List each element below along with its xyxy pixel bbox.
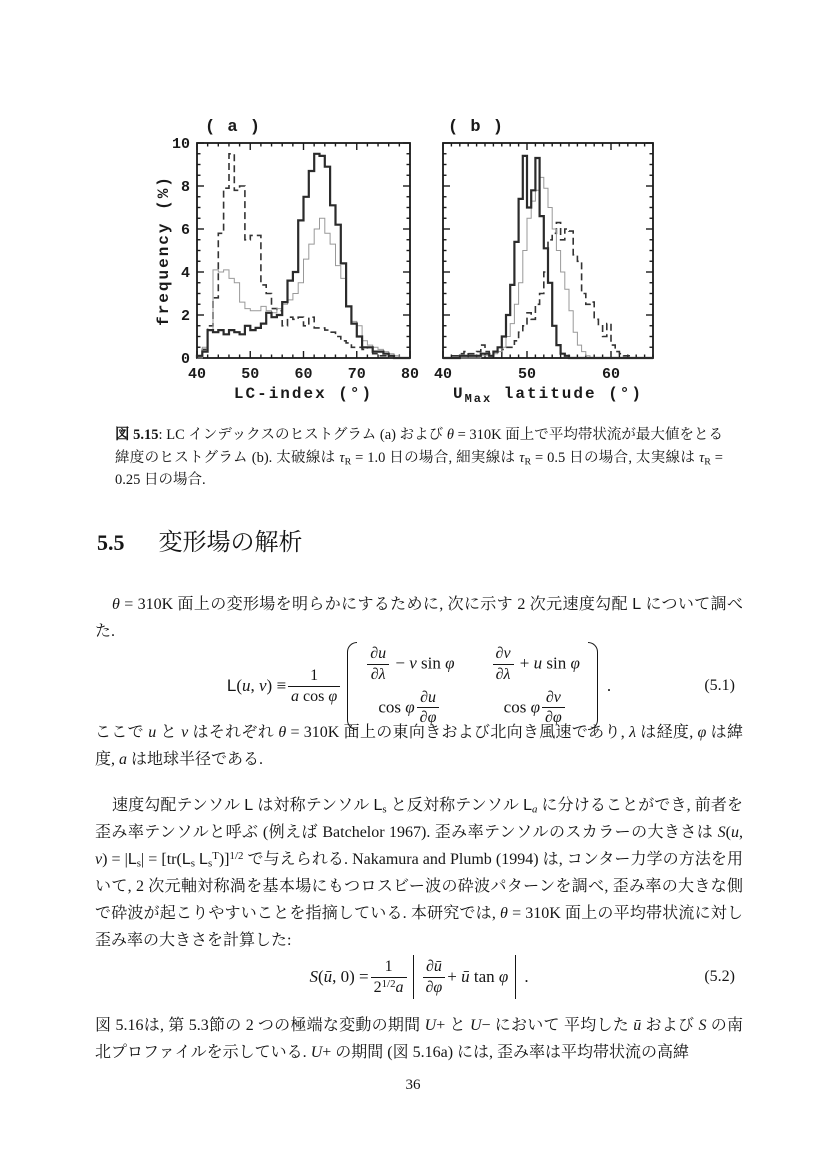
section-heading — [97, 522, 303, 557]
eq51-lhs: L(u, v) ≡ — [226, 676, 287, 695]
svg-text:frequency (%): frequency (%) — [155, 175, 173, 326]
eq52-coefficient-fraction: $\frac{1}{2^{1/2}a}$ — [371, 958, 407, 997]
right-paren — [588, 642, 598, 731]
paragraph-intro: θ = 310K 面上の変形場を明らかにするために, 次に示す 2 次元速度勾配 L について調べた. — [95, 596, 743, 640]
figure-caption: 図 5.15: LC インデックスのヒストグラム (a) および θ = 310K 面上で平均帯状流が最大値をとる緯度のヒストグラム (b). 太破線は $\tau_R = 1.0$ 日の場合, 細実線は $\tau_R = 0.5$ 日の場合, 太実線は $\tau_R = 0.25$ 日の場合. — [115, 427, 724, 488]
svg-text:( a ): ( a ) — [205, 118, 262, 137]
svg-text:40: 40 — [433, 366, 453, 383]
eq51-coefficient-fraction: $\frac{1}{\text{a cos φ}}$ — [288, 667, 340, 706]
paragraph-after-eq51: ここで u と v はそれぞれ θ = 310K 面上の東向きおよび北向き風速であり, λ は経度, φ は緯度, a は地球半径である. — [95, 724, 743, 768]
histogram-panel-a — [148, 110, 420, 410]
svg-text:50: 50 — [517, 366, 537, 383]
svg-text:60: 60 — [601, 366, 621, 383]
matrix-cell-12: $\frac{\partial v}{\partial\lambda}$ + u sin φ — [491, 645, 580, 684]
svg-text:80: 80 — [400, 366, 420, 383]
svg-text:40: 40 — [187, 366, 207, 383]
svg-text:UMax latitude (°): $U_{Max}$ latitude (°) — [452, 385, 644, 406]
eq52-absolute-value: $\frac{\partial ū}{\partial\varphi}$ + ū tan φ — [413, 955, 517, 1000]
eq52-period: . — [524, 967, 529, 986]
eq51-matrix — [347, 642, 598, 731]
left-paren — [347, 642, 357, 731]
matrix-cell-11: $\frac{\partial u}{\partial\lambda}$ − v sin φ — [365, 645, 454, 684]
eq52-number: (5.2) — [704, 968, 735, 985]
svg-text:8: 8 — [180, 179, 190, 196]
svg-text:50: 50 — [241, 366, 260, 383]
svg-text:4: 4 — [180, 265, 190, 282]
svg-text:10: 10 — [171, 136, 190, 153]
svg-text:6: 6 — [180, 222, 190, 239]
section-number: 5.5 — [97, 530, 125, 555]
equation-5-2 — [95, 946, 743, 1008]
section-title: 変形場の解析 — [158, 530, 303, 556]
svg-text:2: 2 — [180, 308, 190, 325]
matrix-cell-21: cos φ $\frac{\partial u}{\partial\varphi}$ — [378, 689, 441, 728]
matrix-cell-22: cos φ $\frac{\partial v}{\partial\varphi}$ — [504, 689, 567, 728]
svg-text:LC-index (°): LC-index (°) — [233, 385, 374, 403]
eq52-lhs: S(ū, 0) = — [309, 967, 369, 986]
eq51-number: (5.1) — [704, 677, 735, 694]
paragraph-figure-516: 図 5.16は, 第 5.3節の 2 つの極端な変動の期間 U+ と U− において 平均した ū および S の南北プロファイルを示している. U+ の期間 (図 5.16a) には, 歪み率は平均帯状流の高緯 — [95, 1017, 743, 1061]
eq51-period: . — [606, 676, 612, 695]
paragraph-strain-rate: 速度勾配テンソル L は対称テンソル $L_s$ と反対称テンソル $L_a$ に分けることができ, 前者を歪み率テンソルと呼ぶ (例えば Batchelor 1967). 歪み率テンソルのスカラーの大きさは S(u, $v) = |L_s| = [tr(L_s$ $L_s^T)]^{1/2}$ で与えられる. Nakamura and Plumb (1994) は, コンター力学の方法を用いて, 2 次元軸対称渦を基本場にもつロスビー波の砕波パターンを調べ, 歪み率の大きな側で砕波が起こりやすいことを指摘している. 本研究では, θ = 310K 面上の平均帯状流に対し歪み率の大きさを計算した: — [95, 797, 744, 949]
svg-text:( b ): ( b ) — [448, 118, 505, 137]
page-number: 36 — [405, 1077, 421, 1093]
svg-text:60: 60 — [294, 366, 313, 383]
svg-text:70: 70 — [347, 366, 366, 383]
svg-text:0: 0 — [180, 351, 190, 368]
histogram-panel-b — [420, 110, 712, 410]
